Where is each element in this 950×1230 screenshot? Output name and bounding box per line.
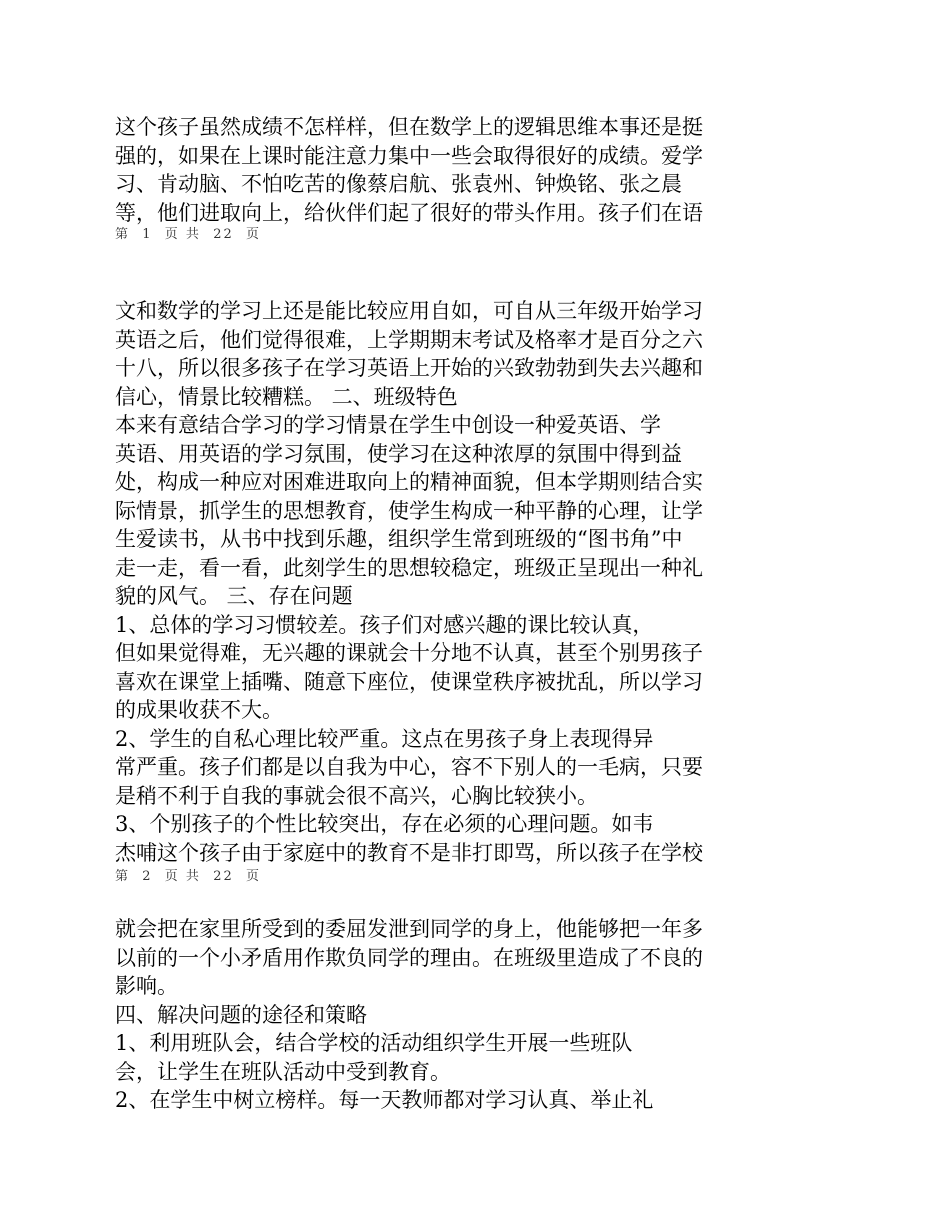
text-line: 3、个别孩子的个性比较突出，存在必须的心理问题。如韦	[115, 812, 654, 836]
text-line: 会，让学生在班队活动中受到教育。	[115, 1059, 451, 1084]
page-1-footer: 第 1 页 共 22 页	[115, 227, 262, 242]
text-line: 貌的风气。 三、存在问题	[115, 584, 353, 608]
text-line: 1、利用班队会，结合学校的活动组织学生开展一些班队	[115, 1031, 633, 1055]
text-line: 英语、用英语的学习氛围，使学习在这种浓厚的氛围中得到益	[115, 441, 682, 466]
text-line: 强的，如果在上课时能注意力集中一些会取得很好的成绩。爱学	[115, 143, 703, 168]
text-line: 影响。	[115, 974, 178, 998]
text-line: 信心，情景比较糟糕。 二、班级特色	[115, 384, 458, 409]
text-line: 十八，所以很多孩子在学习英语上开始的兴致勃勃到失去兴趣和	[115, 356, 703, 380]
text-line: 就会把在家里所受到的委屈发泄到同学的身上，他能够把一年多	[115, 917, 703, 941]
text-line: 习、肯动脑、不怕吃苦的像蔡启航、张袁州、钟焕铭、张之晨	[115, 172, 682, 196]
text-line: 喜欢在课堂上插嘴、随意下座位，使课堂秩序被扰乱，所以学习	[115, 669, 703, 694]
text-line: 英语之后，他们觉得很难，上学期期末考试及格率才是百分之六	[115, 327, 703, 352]
text-line: 常严重。孩子们都是以自我为中心，容不下别人的一毛病，只要	[115, 755, 703, 779]
text-line: 生爱读书，从书中找到乐趣，组织学生常到班级的“图书角”中	[115, 527, 683, 551]
text-line: 等，他们进取向上，给伙伴们起了很好的带头作用。孩子们在语	[115, 200, 703, 225]
text-line: 走一走，看一看，此刻学生的思想较稳定，班级正呈现出一种礼	[115, 555, 703, 580]
text-line: 2、在学生中树立榜样。每一天教师都对学习认真、举止礼	[115, 1088, 654, 1112]
text-line: 的成果收获不大。	[115, 698, 283, 722]
text-line: 以前的一个小矛盾用作欺负同学的理由。在班级里造成了不良的	[115, 945, 703, 970]
text-line: 但如果觉得难，无兴趣的课就会十分地不认真，甚至个别男孩子	[115, 641, 703, 665]
text-line: 2、学生的自私心理比较严重。这点在男孩子身上表现得异	[115, 726, 654, 751]
text-line: 1、总体的学习习惯较差。孩子们对感兴趣的课比较认真，	[115, 612, 654, 637]
page-2-text	[115, 297, 775, 867]
text-line: 本来有意结合学习的学习情景在学生中创设一种爱英语、学	[115, 413, 661, 437]
text-line: 文和数学的学习上还是能比较应用自如，可自从三年级开始学习	[115, 299, 703, 323]
text-line: 处，构成一种应对困难进取向上的精神面貌，但本学期则结合实	[115, 470, 703, 494]
text-line: 杰哺这个孩子由于家庭中的教育不是非打即骂，所以孩子在学校	[115, 840, 703, 865]
page-1-text	[115, 113, 775, 227]
text-line: 是稍不利于自我的事就会很不高兴，心胸比较狭小。	[115, 783, 598, 808]
text-line: 四、解决问题的途径和策略	[115, 1002, 367, 1027]
page-3-text	[115, 915, 775, 1115]
page-2-footer: 第 2 页 共 22 页	[115, 869, 262, 884]
text-line: 际情景，抓学生的思想教育，使学生构成一种平静的心理，让学	[115, 498, 703, 523]
text-line: 这个孩子虽然成绩不怎样样，但在数学上的逻辑思维本事还是挺	[115, 115, 703, 139]
